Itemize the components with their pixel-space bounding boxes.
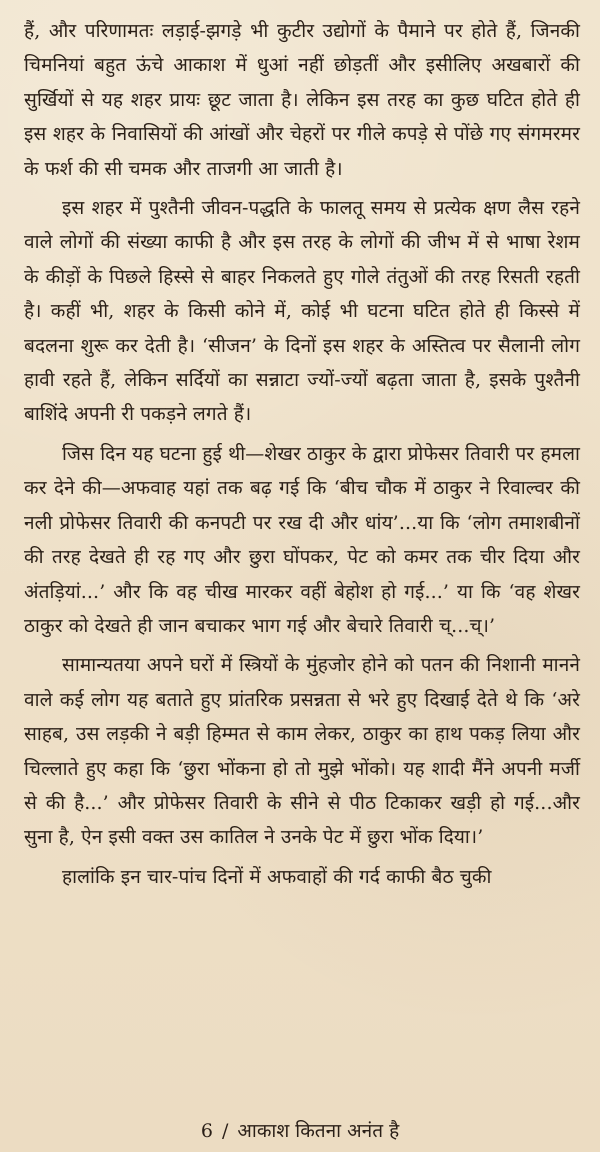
paragraph-2: इस शहर में पुश्तैनी जीवन-पद्धति के फालतू समय से प्रत्येक क्षण लैस रहने वाले लोगों की संख्या काफी है और इस तरह के लोगों की जीभ में से भाषा रेशम के कीड़ों के पिछले हिस्से से बाहर निकलते हुए गोले तंतुओं की तरह रिसती रहती है। कहीं भी, शहर के किसी कोने में, कोई भी घटना घटित होते ही किस्से में बदलना शुरू कर देती है। ‘सीजन’ के दिनों इस शहर के अस्तित्व पर सैलानी लोग हावी रहते हैं, लेकिन सर्दियों का सन्नाटा ज्यों-ज्यों बढ़ता जाता है, इसके पुश्तैनी बाशिंदे अपनी री पकड़ने लगते हैं। xyxy=(24,197,580,426)
book-title: आकाश कितना अनंत है xyxy=(237,1120,400,1142)
page-body xyxy=(24,14,580,894)
page-footer xyxy=(0,1119,600,1143)
paragraph-5: हालांकि इन चार-पांच दिनों में अफवाहों की गर्द काफी बैठ चुकी xyxy=(62,865,492,888)
paragraph-4: सामान्यतया अपने घरों में स्त्रियों के मुंहजोर होने को पतन की निशानी मानने वाले कई लोग यह बताते हुए प्रांतरिक प्रसन्नता से भरे हुए दिखाई देते थे कि ‘अरे साहब, उस लड़की ने बड़ी हिम्मत से काम लेकर, ठाकुर का हाथ पकड़ लिया और चिल्लाते हुए कहा कि ‘छुरा भोंकना हो तो मुझे भोंको। यह शादी मैंने अपनी मर्जी से की है...’ और प्रोफेसर तिवारी के सीने से पीठ टिकाकर खड़ी हो गई...और सुना है, ऐन इसी वक्त उस कातिल ने उनके पेट में छुरा भोंक दिया।’ xyxy=(24,654,580,849)
page-number: 6 xyxy=(200,1120,213,1142)
footer-separator: / xyxy=(221,1120,229,1142)
paragraph-3: जिस दिन यह घटना हुई थी—शेखर ठाकुर के द्वारा प्रोफेसर तिवारी पर हमला कर देने की—अफवाह यहां तक बढ़ गई कि ‘बीच चौक में ठाकुर ने रिवाल्वर की नली प्रोफेसर तिवारी की कनपटी पर रख दी और धांय’...या कि ‘लोग तमाशबीनों की तरह देखते ही रह गए और छुरा घोंपकर, पेट को कमर तक चीर दिया और अंतड़ियां...’ और कि वह चीख मारकर वहीं बेहोश हो गई...’ या कि ‘वह शेखर ठाकुर को देखते ही जान बचाकर भाग गई और बेचारे तिवारी च्...च्।’ xyxy=(24,442,580,637)
paragraph-1: हैं, और परिणामतः लड़ाई-झगड़े भी कुटीर उद्योगों के पैमाने पर होते हैं, जिनकी चिमनियां बहुत ऊंचे आकाश में धुआं नहीं छोड़तीं और इसीलिए अखबारों की सुर्खियों से यह शहर प्रायः छूट जाता है। लेकिन इस तरह का कुछ घटित होते ही इस शहर के निवासियों की आंखों और चेहरों पर गीले कपड़े से पोंछे गए संगमरमर के फर्श की सी चमक और ताजगी आ जाती है। xyxy=(24,20,580,180)
